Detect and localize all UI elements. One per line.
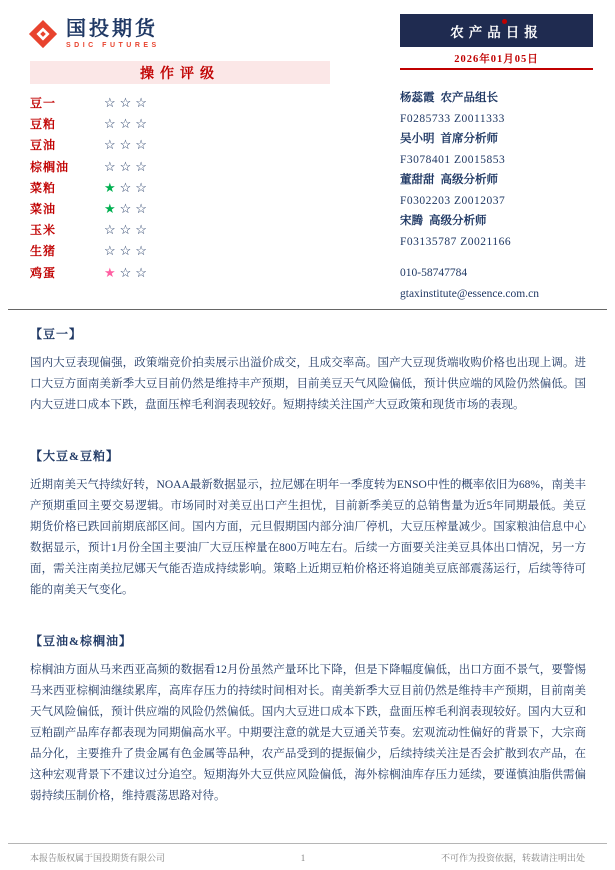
rating-row — [30, 156, 330, 177]
commodity-name: 豆一 — [30, 96, 57, 111]
rating-stars — [104, 117, 151, 130]
analyst-name-line — [400, 170, 605, 191]
contact-email[interactable]: gtaxinstitute@essence.com.cn — [400, 287, 539, 300]
rating-stars — [104, 202, 151, 215]
footer-disclaimer: 不可作为投资依据，转载请注明出处 — [440, 853, 585, 863]
section-body: 近期南美天气持续好转，NOAA最新数据显示，拉尼娜在明年一季度转为ENSO中性的概率依旧为68%，南美丰产预期重回主要交易逻辑。市场同时对美豆出口产生担忧，目前新季美豆的总销售量为近5年同期最低。美豆期货价格已跌回前期底部区间。国内方面，元旦假期国内部分油厂停机，大豆压榨量减少。国家粮油信息中心数据显示，预计1月份全国主要油厂大豆压榨量在800万吨左右。后续一方面要关注美豆具体出口情况，另一方面，需关注南美拉尼娜天气能否造成持续影响。策略上近期豆粕价格还将追随美豆底部震荡运行，后续等待可能的南美天气变化。 — [30, 479, 586, 596]
footer-page-number: 1 — [300, 852, 306, 863]
report-section-dadou-doupo — [30, 447, 586, 601]
brand-subtitle: SDIC FUTURES — [66, 42, 160, 49]
report-section-douyi — [30, 325, 586, 416]
analyst-codes: F0285733 Z0011333 — [400, 112, 505, 125]
analyst-codes: F0302203 Z0012037 — [400, 194, 506, 207]
rating-stars — [104, 96, 151, 109]
empty-stars: ☆☆ — [119, 179, 151, 195]
commodity-name: 玉米 — [30, 223, 57, 238]
rating-stars — [104, 160, 151, 173]
analyst-entry — [400, 170, 605, 211]
analyst-entry — [400, 88, 605, 129]
filled-stars: ★ — [104, 264, 120, 280]
analyst-name: 宋腾 — [400, 215, 423, 227]
section-body: 棕榈油方面从马来西亚高频的数据看12月份虽然产量环比下降，但是下降幅度偏低，出口方面不景气，要警惕马来西亚棕榈油继续累库，高库存压力的持续时间相对长。南美新季大豆目前仍然是维持丰产预期，目前南美天气风险偏低，预计供应端的风险仍然偏低。国内大豆进口成本下跌，盘面压榨毛利润表现较好。国内大豆和豆粕副产品库存都表现为同期偏高水平。中期要注意的就是大豆通关节奏。宏观流动性偏好的背景下，大宗商品分化，主要推升了贵金属有色金属等品种，农产品受到的提振偏少，后续持续关注是否会扩散到农产品，在这种宏观背景下不建议过分追空。短期海外大豆供应风险偏低，海外棕榈油库存压力延续，要谨慎油脂供需偏弱持续压制价格，维持震荡思路对待。 — [30, 664, 586, 802]
page-footer — [30, 851, 585, 864]
analyst-title: 高级分析师 — [429, 215, 487, 227]
rating-panel — [30, 61, 330, 283]
section-body: 国内大豆表现偏强，政策端竞价拍卖展示出溢价成交，且成交率高。国产大豆现货端收购价格也出现上调。进口大豆方面南美新季大豆目前仍然是维持丰产预期，目前美豆天气风险偏低，预计供应端的风险仍然偏低。国内大豆进口成本下跌，盘面压榨毛利润表现较好。短期持续关注国产大豆政策和现货市场的表现。 — [30, 357, 586, 411]
analyst-codes: F3078401 Z0015853 — [400, 153, 506, 166]
analyst-codes: F03135787 Z0021166 — [400, 235, 512, 248]
commodity-name: 豆油 — [30, 138, 57, 153]
footer-copyright: 本报告版权属于国投期货有限公司 — [30, 853, 166, 863]
analyst-title: 首席分析师 — [440, 133, 498, 145]
empty-stars: ☆☆ — [119, 201, 151, 217]
empty-stars: ☆☆☆ — [104, 222, 151, 238]
brand-text — [66, 18, 160, 49]
analyst-name: 董甜甜 — [400, 174, 435, 186]
commodity-name: 生猪 — [30, 244, 57, 259]
commodity-name: 鸡蛋 — [30, 265, 57, 280]
commodity-name: 豆粕 — [30, 117, 57, 132]
filled-stars: ★ — [104, 179, 120, 195]
analyst-entry — [400, 211, 605, 252]
empty-stars: ☆☆☆ — [104, 116, 151, 132]
section-heading: 【大豆&豆粕】 — [30, 449, 119, 463]
analyst-name: 杨蕊霞 — [400, 92, 435, 104]
rating-row — [30, 92, 330, 113]
sdic-logo-icon — [28, 19, 58, 49]
rating-row — [30, 219, 330, 240]
footer-separator-line — [8, 843, 607, 844]
rating-panel-title: 操作评级 — [30, 61, 330, 84]
analyst-name-line — [400, 129, 605, 150]
analyst-title: 高级分析师 — [440, 174, 498, 186]
analyst-name-line — [400, 211, 605, 232]
analyst-name: 吴小明 — [400, 133, 435, 145]
contact-phone: 010-58747784 — [400, 267, 468, 279]
rating-row — [30, 240, 330, 261]
rating-stars — [104, 181, 151, 194]
report-section-douyou-zonglvyou — [30, 632, 586, 807]
empty-stars: ☆☆☆ — [104, 158, 151, 174]
commodity-name: 棕榈油 — [30, 159, 70, 174]
rating-rows — [30, 92, 330, 283]
analyst-name-line — [400, 88, 605, 109]
commodity-name: 菜粕 — [30, 180, 57, 195]
header-separator-line — [8, 309, 607, 310]
report-title-box — [400, 14, 593, 47]
rating-row — [30, 134, 330, 155]
report-content — [30, 325, 586, 838]
commodity-name: 菜油 — [30, 202, 57, 217]
rating-stars — [104, 244, 151, 257]
rating-row — [30, 113, 330, 134]
analyst-block — [400, 88, 605, 304]
analyst-entry — [400, 129, 605, 170]
rating-stars — [104, 223, 151, 236]
date-underline — [400, 68, 593, 70]
brand-name: 国投期货 — [66, 18, 158, 40]
rating-row — [30, 262, 330, 283]
rating-row — [30, 198, 330, 219]
brand-logo — [28, 18, 160, 49]
rating-stars — [104, 138, 151, 151]
rating-row — [30, 177, 330, 198]
section-heading: 【豆油&棕榈油】 — [30, 634, 132, 648]
filled-stars: ★ — [104, 201, 120, 217]
report-title: 农产品日报 — [450, 24, 543, 40]
empty-stars: ☆☆☆ — [104, 243, 151, 259]
empty-stars: ☆☆ — [119, 264, 151, 280]
empty-stars: ☆☆☆ — [104, 137, 151, 153]
empty-stars: ☆☆☆ — [104, 95, 151, 111]
analyst-title: 农产品组长 — [440, 92, 498, 104]
rating-stars — [104, 266, 151, 279]
section-heading: 【豆一】 — [30, 327, 83, 341]
report-date: 2026年01月05日 — [454, 54, 539, 65]
